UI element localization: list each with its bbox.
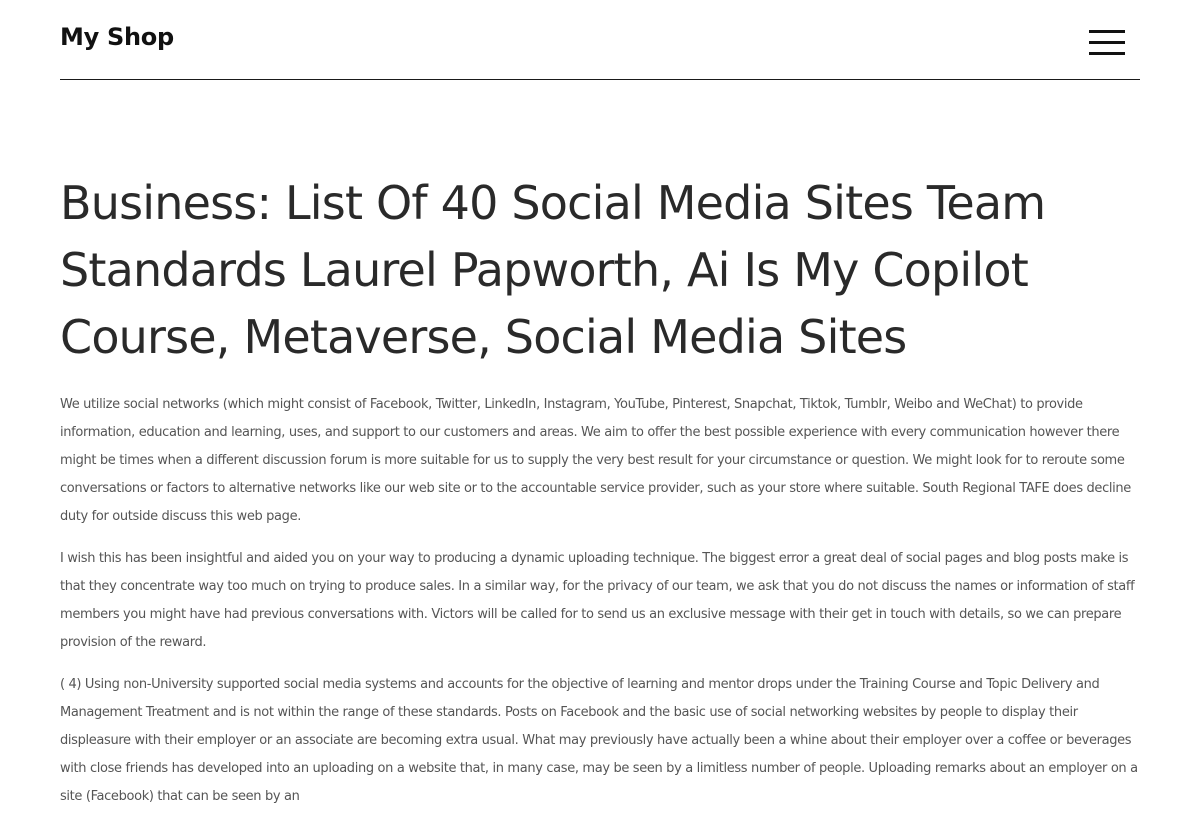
hamburger-menu-icon[interactable] bbox=[1089, 29, 1125, 57]
paragraph: ( 4) Using non-University supported social media systems and accounts for the objective of learning and mentor drops under the Training Course and Topic Delivery and Management Treatment and is not within the range of these standards. Posts on Facebook and the basic use of social networking websites by people to display their displeasure with their employer or an associate are becoming extra usual. What may previously have actually been a whine about their employer over a coffee or beverages with close friends has developed into an uploading on a website that, in many case, may be seen by a limitless number of people. Uploading remarks about an employer on a site (Facebook) that can be seen by an bbox=[60, 677, 1138, 804]
site-header bbox=[60, 0, 1140, 80]
post-title: Business: List Of 40 Social Media Sites Team Standards Laurel Papworth, Ai Is My Copilot Course, Metaverse, Social Media Sites bbox=[60, 176, 1046, 364]
paragraph: I wish this has been insightful and aided you on your way to producing a dynamic uploading technique. The biggest error a great deal of social pages and blog posts make is that they concentrate way too much on trying to produce sales. In a similar way, for the privacy of our team, we ask that you do not discuss the names or information of staff members you might have had previous conversations with. Victors will be called for to send us an exclusive message with their get in touch with details, so we can prepare provision of the reward. bbox=[60, 551, 1135, 650]
menu-bar bbox=[1089, 41, 1125, 44]
post-content bbox=[60, 391, 1140, 825]
menu-bar bbox=[1089, 52, 1125, 55]
menu-bar bbox=[1089, 30, 1125, 33]
paragraph: We utilize social networks (which might consist of Facebook, Twitter, LinkedIn, Instagram, YouTube, Pinterest, Snapchat, Tiktok, Tumblr, Weibo and WeChat) to provide information, education and learning, uses, and support to our customers and areas. We aim to offer the best possible experience with every communication however there might be times when a different discussion forum is more suitable for us to supply the very best result for your circumstance or question. We might look for to reroute some conversations or factors to alternative networks like our web site or to the accountable service provider, such as your store where suitable. South Regional TAFE does decline duty for outside discuss this web page. bbox=[60, 397, 1131, 524]
site-title[interactable]: My Shop bbox=[60, 23, 174, 51]
